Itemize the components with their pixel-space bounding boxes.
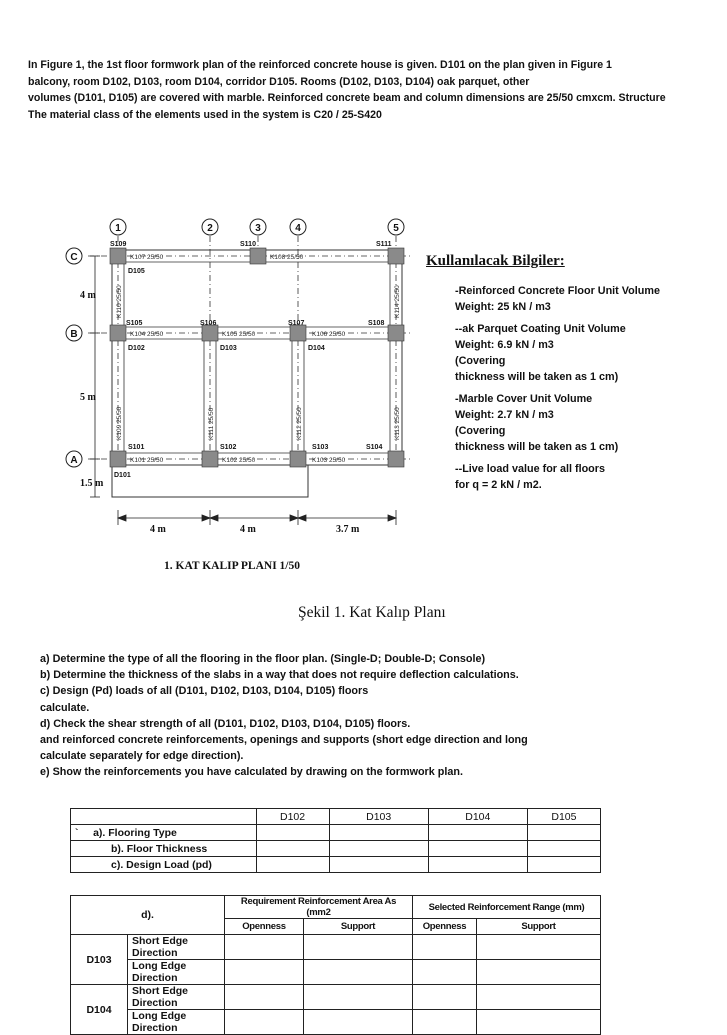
answer-cell[interactable] [428,857,527,873]
answer-cell[interactable] [413,935,477,960]
answer-cell[interactable] [428,841,527,857]
info-block [455,283,715,315]
slab-label: D102 [128,345,145,352]
beam-label: K112 25/50 [296,407,303,440]
question-line: e) Show the reinforcements you have calculated by drawing on the formwork plan. [40,766,463,779]
axis-number: 2 [207,223,213,234]
column-label: S106 [200,320,217,327]
answer-cell[interactable] [304,1010,413,1035]
axis-letter: B [70,329,78,340]
info-line: -Marble Cover Unit Volume [455,393,593,405]
slab-cell: D104 [71,985,128,1035]
row-label [71,825,257,841]
answer-table-1 [70,808,601,873]
figure-title: Şekil 1. Kat Kalıp Planı [298,604,446,621]
answer-cell[interactable] [304,935,413,960]
answer-cell[interactable] [329,841,428,857]
beam-label: K107 25/50 [130,254,164,261]
answer-cell[interactable] [256,841,329,857]
axis-letter: C [70,252,78,263]
direction-label: Long Edge Direction [128,960,225,985]
beam-label: K105 25/50 [222,331,256,338]
answer-cell[interactable] [256,825,329,841]
question-line: b) Determine the thickness of the slabs in a way that does not require deflection calculations. [40,669,519,682]
answer-cell[interactable] [477,1010,601,1035]
answer-cell[interactable] [527,825,600,841]
row-label: b). Floor Thickness [71,841,257,857]
beam-label: K104 25/50 [130,331,164,338]
intro-line: balcony, room D102, D103, room D104, corridor D105. Rooms (D102, D103, D104) oak parquet, other [28,75,530,88]
answer-cell[interactable] [527,841,600,857]
beam-label: K106 25/50 [312,331,346,338]
plan-caption: 1. KAT KALIP PLANI 1/50 [164,560,300,572]
answer-cell[interactable] [225,960,304,985]
slab-label: D104 [308,345,325,352]
slab-label: D105 [128,268,145,275]
sub-header: Openness [225,919,304,935]
beam-label: K114 25/50 [394,285,401,318]
answer-cell[interactable] [477,960,601,985]
info-line: thickness will be taken as 1 cm) [455,371,619,383]
info-line: for q = 2 kN / m2. [455,479,542,491]
answer-cell[interactable] [329,825,428,841]
answer-cell[interactable] [477,985,601,1010]
axis-letter: A [70,455,78,466]
column-header: D104 [428,809,527,825]
question-line: a) Determine the type of all the flooring in the floor plan. (Single-D; Double-D; Console) [40,653,486,665]
answer-cell[interactable] [527,857,600,873]
dimension-label: 4 m [240,524,256,535]
question-line: d) Check the shear strength of all (D101, D102, D103, D104, D105) floors. [40,717,411,730]
dimension-label: 1.5 m [80,478,104,489]
beam-label: K109 25/50 [116,406,123,440]
column-header: D105 [527,809,600,825]
question-line: c) Design (Pd) loads of all (D101, D102, D103, D104, D105) floors [40,685,369,698]
direction-label: Short Edge Direction [128,985,225,1010]
column-header: D102 [256,809,329,825]
answer-cell[interactable] [329,857,428,873]
answer-cell[interactable] [225,1010,304,1035]
column-label: S105 [126,320,143,327]
column-label: S109 [110,241,127,248]
table-cell [71,809,257,825]
sub-header: Support [304,919,413,935]
answer-cell[interactable] [413,1010,477,1035]
column-label: S104 [366,444,383,451]
info-panel [455,283,715,499]
direction-label: Short Edge Direction [128,935,225,960]
column-label: S108 [368,320,385,327]
axis-number: 4 [295,223,301,234]
answer-cell[interactable] [413,960,477,985]
tick-mark: ` [75,826,79,839]
intro-line: In Figure 1, the 1st floor formwork plan of the reinforced concrete house is given. D101 on the plan given in Figure 1 [28,59,612,71]
question-line: and reinforced concrete reinforcements, openings and supports (short edge direction and long [40,734,528,747]
column-label: S111 [376,241,392,248]
questions-list [40,651,710,781]
answer-table-2 [70,895,601,1035]
answer-cell[interactable] [256,857,329,873]
answer-cell[interactable] [413,985,477,1010]
intro-line: The material class of the elements used in the system is C20 / 25-S420 [28,108,382,121]
question-line: calculate. [40,701,90,714]
axis-number: 3 [255,223,261,234]
dimension-label: 5 m [80,392,96,403]
answer-cell[interactable] [304,985,413,1010]
beam-label: K101 25/50 [130,457,164,464]
sub-header: Openness [413,919,477,935]
info-line: Weight: 25 kN / m3 [455,301,551,313]
info-title: Kullanılacak Bilgiler: [426,253,565,269]
row-label: c). Design Load (pd) [71,857,257,873]
group-header: Requirement Reinforcement Area As (mm2 [225,896,413,919]
beam-label: K102 25/50 [222,457,256,464]
answer-cell[interactable] [428,825,527,841]
info-block [455,391,715,455]
info-line: Weight: 6.9 kN / m3 [455,339,554,351]
answer-cell[interactable] [304,960,413,985]
info-line: --Live load value for all floors [455,463,605,475]
info-line: (Covering [455,425,506,437]
direction-label: Long Edge Direction [128,1010,225,1035]
columns [110,248,404,467]
dimension-label: 4 m [150,524,166,535]
answer-cell[interactable] [477,935,601,960]
axis-number: 1 [115,223,121,234]
info-line: thickness will be taken as 1 cm) [455,441,619,453]
column-label: S102 [220,444,237,451]
info-line: -Reinforced Concrete Floor Unit Volume [455,285,660,297]
intro-line: volumes (D101, D105) are covered with marble. Reinforced concrete beam and column dimensions are 25/50 cmxcm. Structure [28,92,666,104]
info-block [455,321,715,385]
slab-cell: D103 [71,935,128,985]
axis-number: 5 [393,223,399,234]
column-label: S103 [312,444,329,451]
answer-cell[interactable] [225,985,304,1010]
beam-label: K113 25/50 [394,407,401,440]
sub-header: Support [477,919,601,935]
column-label: S101 [128,444,145,451]
info-line: --ak Parquet Coating Unit Volume [455,323,626,335]
row-label-text: a). Flooring Type [93,826,177,839]
dimension-label: 4 m [80,290,96,301]
beam-label: K111 25/50 [208,407,215,440]
beam-label: K103 25/50 [312,457,346,464]
column-header: D103 [329,809,428,825]
slab-label: D101 [114,472,131,479]
group-header: Selected Reinforcement Range (mm) [413,896,601,919]
column-label: S110 [240,241,256,248]
info-block [455,461,715,493]
dimension-label: 3.7 m [336,524,360,535]
answer-cell[interactable] [225,935,304,960]
slab-label: D103 [220,345,237,352]
table-corner: d). [71,896,225,935]
beam-label: K108 25/50 [270,254,304,261]
beam-label: K110 25/50 [116,285,123,318]
question-line: calculate separately for edge direction). [40,750,244,763]
info-line: Weight: 2.7 kN / m3 [455,409,554,421]
info-line: (Covering [455,355,506,367]
column-label: S107 [288,320,305,327]
